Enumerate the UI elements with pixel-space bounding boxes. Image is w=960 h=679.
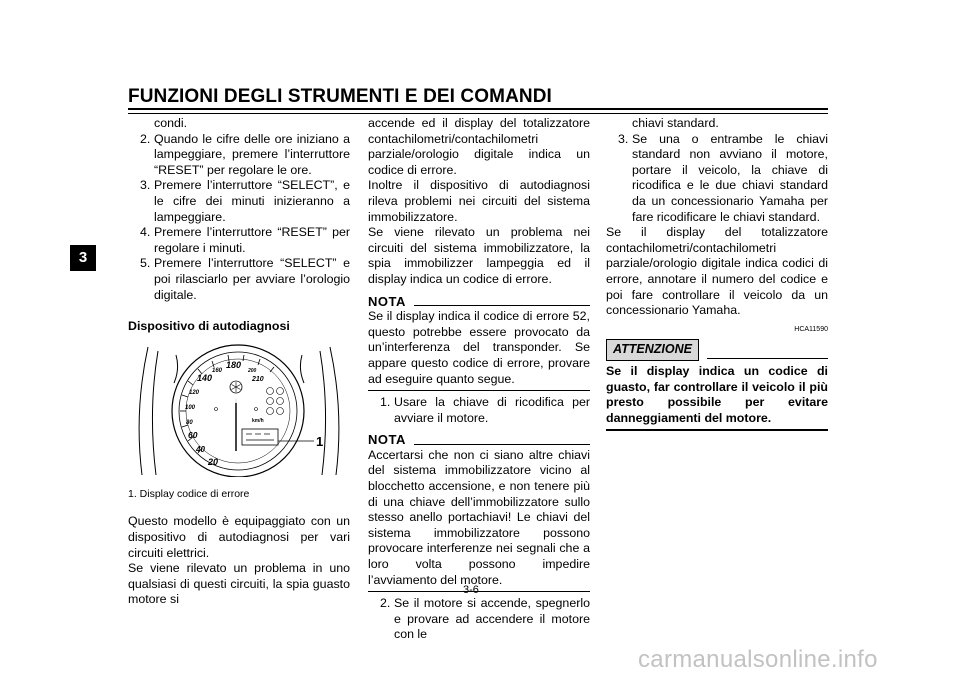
step-item <box>128 178 350 225</box>
attention-rule <box>707 358 828 359</box>
attention-code: HCA11590 <box>794 325 828 333</box>
paragraph: Questo modello è equipaggiato con un dispositivo di autodiagnosi per vari circuiti elettrici. <box>128 514 350 560</box>
chapter-tab: 3 <box>70 245 96 271</box>
gauge-label: 180 <box>226 359 242 370</box>
gauge-label: 200 <box>248 367 257 374</box>
nota-label: NOTA <box>368 293 406 309</box>
watermark: carmanualsonline.info <box>638 646 878 673</box>
step-item <box>128 132 350 179</box>
gauge-label: 20 <box>208 456 219 467</box>
paragraph: Se viene rilevato un problema nei circuiti del sistema immobilizzatore, la spia immobilizzer lampeggia ed il display indica un codice di errore. <box>368 225 590 286</box>
page-header-title: FUNZIONI DEGLI STRUMENTI E DEI COMANDI <box>128 86 552 107</box>
step-number: 3. <box>618 131 629 146</box>
step-item <box>368 596 590 643</box>
gauge-label: 120 <box>189 389 200 396</box>
gauge-label: 210 <box>252 375 264 383</box>
step-number: 2. <box>140 131 151 146</box>
attention-label: ATTENZIONE <box>606 339 699 361</box>
nota-end-rule <box>368 591 590 643</box>
step-continuation: chiavi standard. <box>632 116 719 130</box>
gauge-label: 40 <box>196 444 205 454</box>
step-text: Premere l’interruttore “SELECT” e poi rilasciarlo per avviare l’orologio digitale. <box>154 256 350 302</box>
figure-callout-number: 1 <box>316 433 324 449</box>
nota-header <box>368 432 590 448</box>
step-number: 5. <box>140 256 151 271</box>
step-text: Quando le cifre delle ore iniziano a lampeggiare, premere l’interruttore “RESET” per regolare le ore. <box>154 131 350 177</box>
nota-end-rule <box>368 390 590 426</box>
step-text: Se il motore si accende, spegnerlo e provare ad accendere il motore con le <box>394 596 590 642</box>
attention-text: Se il display indica un codice di guasto, far controllare il veicolo il più presto possibile per evitare danneggiamenti del motore. <box>606 363 828 425</box>
step-number: 1. <box>380 395 391 410</box>
nota-text: Accertarsi che non ci siano altre chiavi del sistema immobilizzatore vicino al blocchetto accensione, e non tenere più di una chiave dell’immobilizzatore sullo stesso anello portachiavi! Le chiavi del sistema immobilizzatore possono provocare interferenze nei segnali che a loro volta possono impedire l’avviamento del motore. <box>368 447 590 587</box>
attention-header <box>606 339 828 361</box>
step-text: Premere l’interruttore “SELECT”, e le cifre dei minuti inizieranno a lampeggiare. <box>154 178 350 224</box>
paragraph: Se il display del totalizzatore contachilometri/contachilometri parziale/orologio digitale indica codici di errore, annotare il numero del codice e poi fare controllare il veicolo da un concessionario Yamaha. <box>606 225 828 318</box>
step-number: 3. <box>140 178 151 193</box>
step-number: 2. <box>380 596 391 611</box>
paragraph: Inoltre il dispositivo di autodiagnosi rileva problemi nei circuiti del sistema immobilizzatore. <box>368 178 590 224</box>
step-number: 4. <box>140 225 151 240</box>
header-rule-thick <box>128 108 828 110</box>
step-item <box>128 256 350 303</box>
nota-rule <box>414 444 590 445</box>
section-heading: Dispositivo di autodiagnosi <box>128 319 290 334</box>
column-3 <box>606 116 828 431</box>
nota-rule <box>414 305 590 306</box>
step-item <box>606 132 828 226</box>
column-1 <box>128 116 350 608</box>
header-rule-thin <box>128 113 828 114</box>
gauge-label: 100 <box>185 404 196 411</box>
attention-end-rule <box>606 429 828 431</box>
column-2 <box>368 116 590 643</box>
gauge-label: 60 <box>188 429 198 440</box>
paragraph: Se viene rilevato un problema in uno qualsiasi di questi circuiti, la spia guasto motore si <box>128 561 350 607</box>
figure-caption: 1. Display codice di errore <box>128 487 250 500</box>
page-number: 3-6 <box>463 584 479 596</box>
nota-label: NOTA <box>368 432 406 448</box>
step-text: Premere l’interruttore “RESET” per regolare i minuti. <box>154 225 350 255</box>
nota-header <box>368 294 590 310</box>
step-item <box>128 225 350 256</box>
nota-text: Se il display indica il codice di errore 52, questo potrebbe essere provocato da un’interferenza del transponder. Se appare questo codice di errore, provare ad eseguire quanto segue. <box>368 309 590 386</box>
paragraph: accende ed il display del totalizzatore contachilometri/contachilometri parziale/orologio digitale indica un codice di errore. <box>368 116 590 177</box>
step-continuation: condi. <box>154 116 188 130</box>
unit-label: km/h <box>252 417 264 424</box>
gauge-label: 80 <box>186 419 193 426</box>
gauge-label: 160 <box>212 367 223 374</box>
speedometer-illustration <box>128 341 350 477</box>
speedometer-figure <box>128 341 350 477</box>
gauge-label: 140 <box>197 372 213 383</box>
step-text: Se una o entrambe le chiavi standard non avviano il motore, portare il veicolo, la chiave di ricodifica e le due chiavi standard da un concessionario Yamaha per fare ricodificare le chiavi standard. <box>632 131 828 224</box>
step-item <box>368 395 590 426</box>
step-text: Usare la chiave di ricodifica per avviare il motore. <box>394 395 590 425</box>
